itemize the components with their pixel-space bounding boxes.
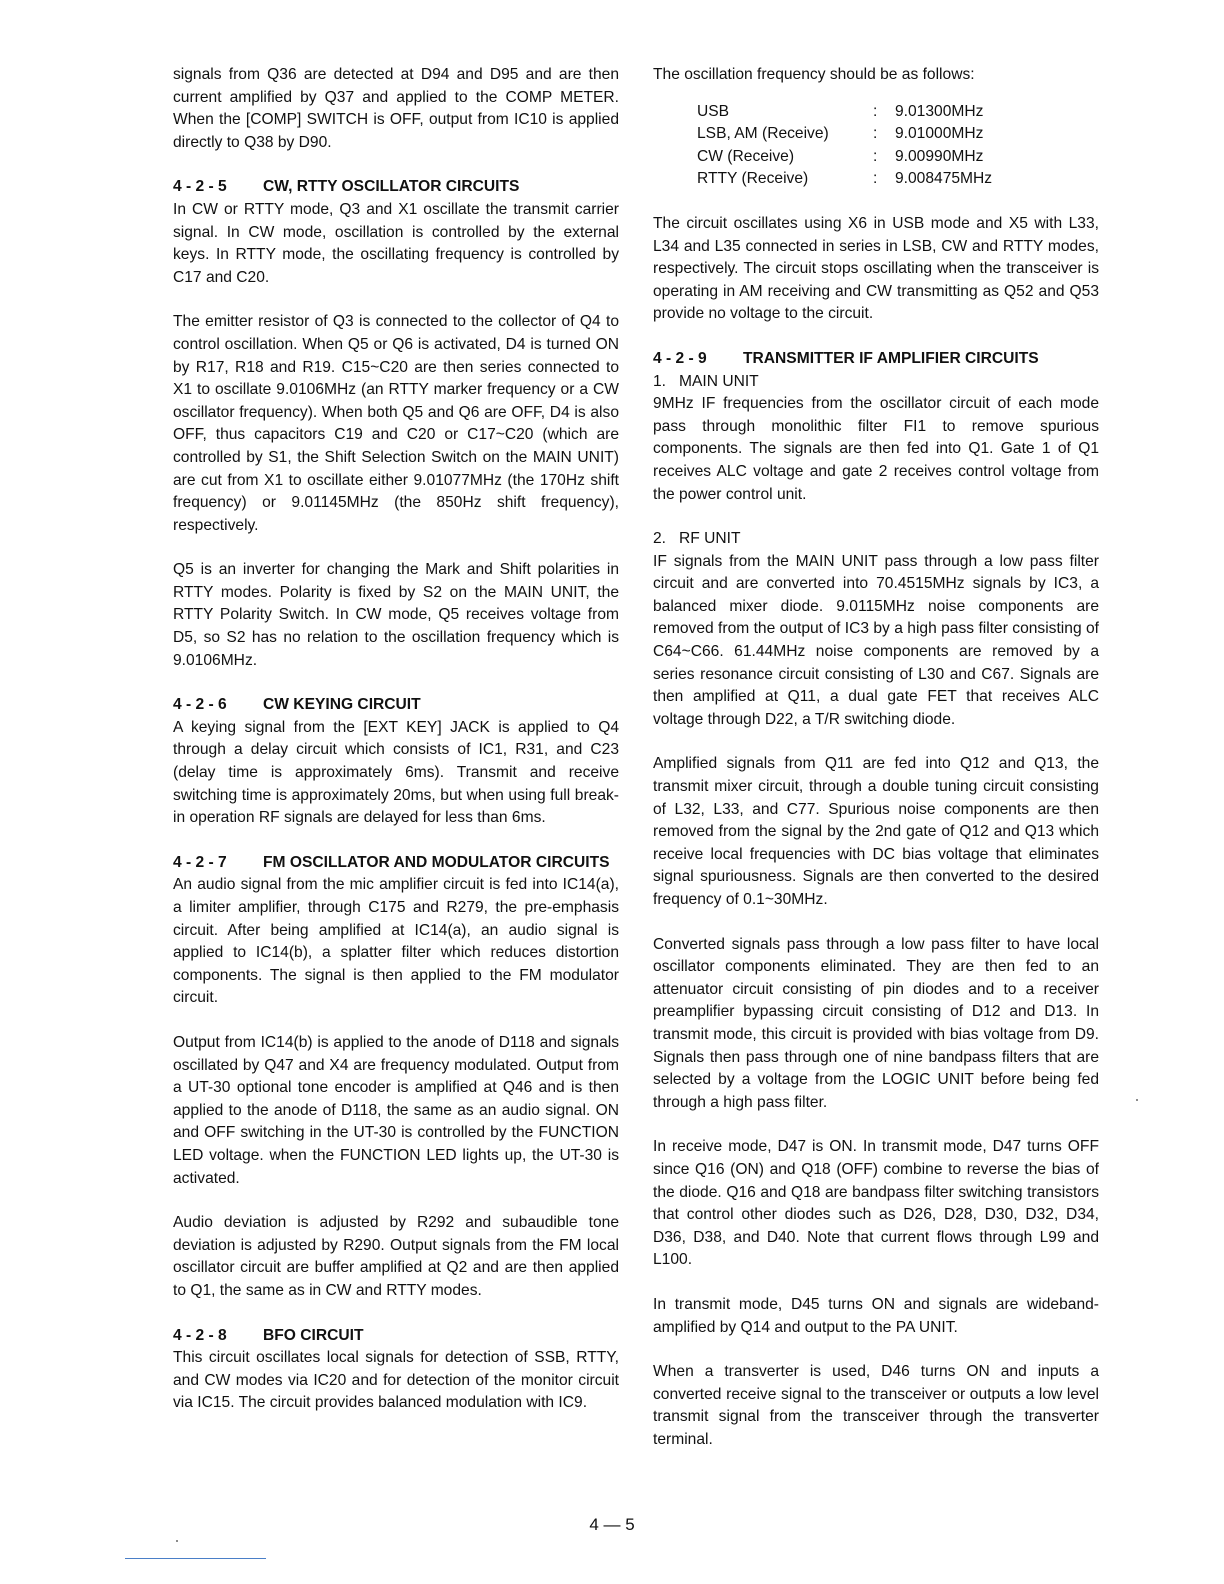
- frequency-table: [697, 101, 992, 191]
- paragraph: IF signals from the MAIN UNIT pass through a low pass filter circuit and are converted into 70.4515MHz signals by IC3, a balanced mixer diode. 9.0115MHz noise components are removed from the output of IC3 by a high pass filter consisting of C64~C66. 61.44MHz noise components are removed by a series resonance circuit consisting of L30 and C67. Signals are then amplified at Q11, a dual gate FET that receives ALC voltage through D22, a T/R switching diode.: [653, 552, 1099, 728]
- paragraph: When a transverter is used, D46 turns ON and inputs a converted receive signal to the transceiver or outputs a low level transmit signal from the transceiver through the transverter terminal.: [653, 1363, 1099, 1448]
- paragraph: Q5 is an inverter for changing the Mark and Shift polarities in RTTY modes. Polarity is fixed by S2 on the MAIN UNIT, the RTTY Polarity Switch. In CW mode, Q5 receives voltage from D5, so S2 has no relation to the oscillation frequency which is 9.0106MHz.: [173, 561, 619, 669]
- mode-cell: RTTY (Receive): [697, 170, 809, 188]
- scan-speck: [176, 1540, 178, 1542]
- paragraph: Amplified signals from Q11 are fed into Q12 and Q13, the transmit mixer circuit, through a double tuning circuit consisting of L32, L33, and C77. Spurious noise components are then removed from the signal by the 2nd gate of Q12 and Q13 which receive local frequencies with DC bias voltage that eliminates signal spuriousness. Signals are then converted to the desired frequency of 0.1~30MHz.: [653, 755, 1099, 908]
- value-cell: 9.00990MHz: [895, 147, 984, 165]
- section-heading-4-2-5: [173, 176, 619, 199]
- table-row: [697, 123, 992, 146]
- table-row: [697, 146, 992, 169]
- intro-paragraph: signals from Q36 are detected at D94 and D95 and are then current amplified by Q37 and applied to the COMP METER. When the [COMP] SWITCH is OFF, output from IC10 is applied directly to Q38 by D90.: [173, 66, 619, 151]
- freq-intro: The oscillation frequency should be as follows:: [653, 66, 975, 83]
- section-number: 4 - 2 - 5: [173, 178, 227, 196]
- paragraph: Output from IC14(b) is applied to the anode of D118 and signals oscillated by Q47 and X4 are frequency modulated. Output from a UT-30 optional tone encoder is amplified at Q46 and is then applied to the anode of D118, the same as an audio signal. ON and OFF switching in the UT-30 is controlled by the FUNCTION LED voltage. when the FUNCTION LED lights up, the UT-30 is activated.: [173, 1033, 619, 1187]
- paragraph: An audio signal from the mic amplifier circuit is fed into IC14(a), a limiter amplifier, through C175 and R279, the pre-emphasis circuit. After being amplified at IC14(a), an audio signal is applied to IC14(b), a splatter filter which reduces distortion components. The signal is then applied to the FM modulator circuit.: [173, 876, 619, 1007]
- paragraph: The emitter resistor of Q3 is connected to the collector of Q4 to control oscillation. When Q5 or Q6 is activated, D4 is turned ON by R17, R18 and R19. C15~C20 are then series connected to X1 to oscillate 9.0106MHz (an RTTY marker frequency or a CW oscillator frequency). When both Q5 and Q6 are OFF, D4 is also OFF, thus capacitors C19 and C20 or C17~C20 (which are controlled by S1, the Shift Selection Switch on the MAIN UNIT) are cut from X1 to oscillate either 9.01077MHz (the 170Hz shift frequency) or 9.01145MHz (the 850Hz shift frequency), respectively.: [173, 313, 619, 534]
- paragraph: In transmit mode, D45 turns ON and signals are wideband-amplified by Q14 and output to the PA UNIT.: [653, 1295, 1099, 1336]
- table-row: [697, 101, 992, 124]
- mode-cell: USB: [697, 102, 730, 120]
- section-heading-4-2-9: [653, 348, 1099, 371]
- table-row: [697, 168, 992, 191]
- section-title: CW KEYING CIRCUIT: [263, 696, 421, 714]
- section-title: BFO CIRCUIT: [263, 1326, 364, 1344]
- footer-rule: [125, 1558, 266, 1559]
- separator-cell: :: [873, 102, 878, 120]
- section-number: 4 - 2 - 8: [173, 1326, 227, 1344]
- value-cell: 9.01300MHz: [895, 102, 984, 120]
- value-cell: 9.01000MHz: [895, 125, 984, 143]
- paragraph: Converted signals pass through a low pass filter to have local oscillator components eliminated. They are then fed to an attenuator circuit consisting of pin diodes and to a receiver preamplifier bypassing circuit consisting of D12 and D13. In transmit mode, this circuit is provided with bias voltage from D9. Signals then pass through one of nine bandpass filters that are selected by a voltage from the LOGIC UNIT before being fed through a high pass filter.: [653, 935, 1099, 1111]
- paragraph: In CW or RTTY mode, Q3 and X1 oscillate the transmit carrier signal. In CW mode, oscillation is controlled by the external keys. In RTTY mode, the oscillating frequency is controlled by C17 and C20.: [173, 200, 619, 286]
- subsection-rf-unit: 2. RF UNIT: [653, 530, 741, 548]
- paragraph: The circuit oscillates using X6 in USB mode and X5 with L33, L34 and L35 connected in series in LSB, CW and RTTY modes, respectively. The circuit stops oscillating when the transceiver is operating in AM receiving and CW transmitting as Q52 and Q53 provide no voltage to the circuit.: [653, 214, 1099, 323]
- paragraph: A keying signal from the [EXT KEY] JACK is applied to Q4 through a delay circuit which consists of IC1, R31, and C23 (delay time is approximately 6ms). Transmit and receive switching time is approximately 20ms, but when using full break-in operation RF signals are delayed for less than 6ms.: [173, 718, 619, 827]
- section-title: TRANSMITTER IF AMPLIFIER CIRCUITS: [743, 349, 1039, 367]
- left-column: [173, 64, 619, 1415]
- paragraph: Audio deviation is adjusted by R292 and subaudible tone deviation is adjusted by R290. Output signals from the FM local oscillator circuit are buffer amplified at Q2 and are then applied to Q1, the same as in CW and RTTY modes.: [173, 1214, 619, 1299]
- section-title: FM OSCILLATOR AND MODULATOR CIRCUITS: [263, 853, 610, 871]
- scan-speck: [1136, 1099, 1138, 1101]
- right-column: [653, 64, 1099, 1451]
- page-number: 4 — 5: [589, 1515, 635, 1534]
- section-heading-4-2-6: [173, 694, 619, 717]
- section-number: 4 - 2 - 6: [173, 696, 227, 714]
- section-heading-4-2-8: [173, 1325, 619, 1348]
- section-number: 4 - 2 - 9: [653, 349, 707, 367]
- section-title: CW, RTTY OSCILLATOR CIRCUITS: [263, 178, 520, 196]
- subsection-main-unit: 1. MAIN UNIT: [653, 372, 759, 390]
- section-heading-4-2-7: [173, 852, 619, 875]
- separator-cell: :: [873, 125, 878, 143]
- paragraph: This circuit oscillates local signals for detection of SSB, RTTY, and CW modes via IC20 and for detection of the monitor circuit via IC15. The circuit provides balanced modulation with IC9.: [173, 1349, 619, 1412]
- value-cell: 9.008475MHz: [895, 170, 993, 188]
- mode-cell: CW (Receive): [697, 147, 795, 165]
- mode-cell: LSB, AM (Receive): [697, 125, 829, 143]
- paragraph: In receive mode, D47 is ON. In transmit mode, D47 turns OFF since Q16 (ON) and Q18 (OFF) combine to reverse the bias of the diode. Q16 and Q18 are bandpass filter switching transistors that control other diodes such as D26, D28, D30, D32, D34, D36, D38, and D40. Note that current flows through L99 and L100.: [653, 1138, 1099, 1269]
- paragraph: 9MHz IF frequencies from the oscillator circuit of each mode pass through monolithic filter FI1 to remove spurious components. The signals are then fed into Q1. Gate 1 of Q1 receives ALC voltage and gate 2 receives control voltage from the power control unit.: [653, 395, 1099, 503]
- section-number: 4 - 2 - 7: [173, 853, 227, 871]
- separator-cell: :: [873, 170, 878, 188]
- separator-cell: :: [873, 147, 878, 165]
